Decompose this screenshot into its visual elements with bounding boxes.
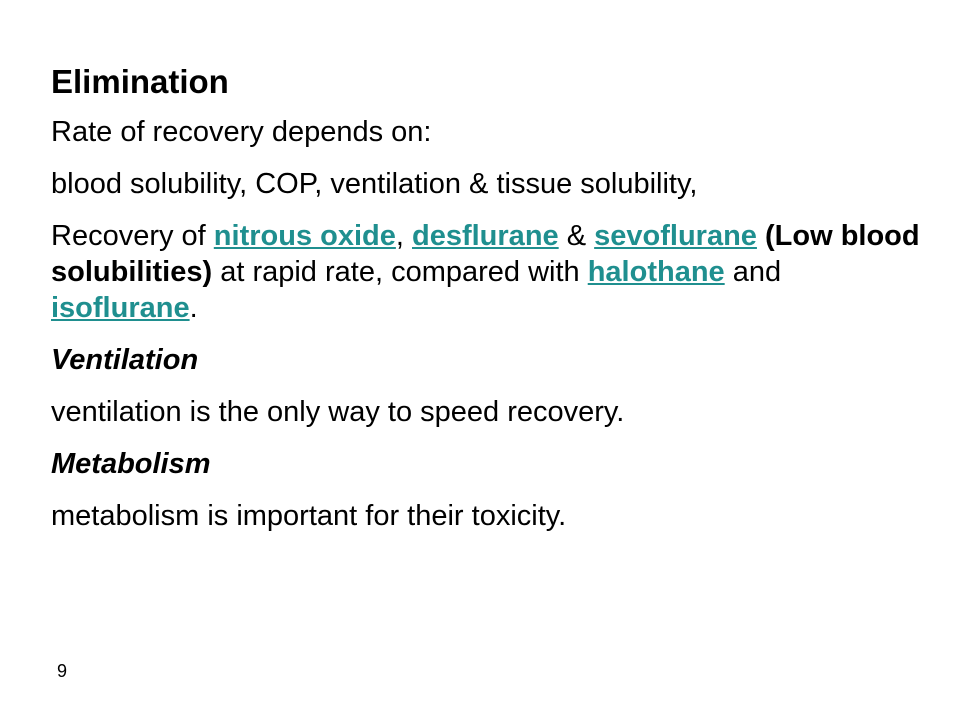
ventilation-text: ventilation is the only way to speed recovery.	[51, 396, 625, 428]
link-sevoflurane[interactable]: sevoflurane	[594, 220, 757, 252]
recovery-end: .	[189, 292, 198, 324]
factors-line: blood solubility, COP, ventilation & tissue solubility,	[51, 168, 698, 200]
low-solubility-note: (Low blood solubilities)	[51, 220, 920, 288]
separator-ampersand: &	[558, 220, 595, 252]
metabolism-heading: Metabolism	[51, 448, 211, 480]
link-nitrous-oxide[interactable]: nitrous oxide	[213, 220, 396, 252]
recovery-prefix: Recovery of	[51, 220, 214, 252]
slide-title: Elimination	[51, 63, 229, 100]
recovery-paragraph	[51, 218, 931, 326]
metabolism-text: metabolism is important for their toxicity.	[51, 500, 567, 532]
separator-and: and	[724, 256, 782, 288]
separator-space	[757, 220, 765, 252]
separator-comma: ,	[395, 220, 412, 252]
page-number: 9	[57, 661, 68, 681]
ventilation-heading: Ventilation	[51, 344, 199, 376]
link-desflurane[interactable]: desflurane	[412, 220, 559, 252]
recovery-depends-line: Rate of recovery depends on:	[51, 116, 432, 148]
slide-content	[51, 62, 931, 550]
link-halothane[interactable]: halothane	[587, 256, 725, 288]
link-isoflurane[interactable]: isoflurane	[51, 292, 190, 324]
recovery-middle: at rapid rate, compared with	[212, 256, 588, 288]
